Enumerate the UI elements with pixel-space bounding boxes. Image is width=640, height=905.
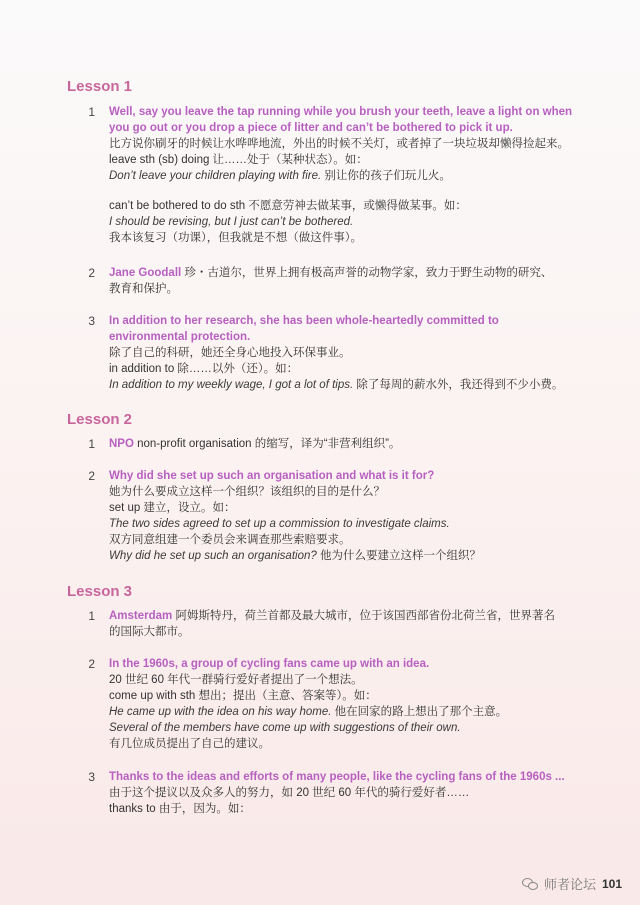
example-translation: 双方同意组建一个委员会来调查那些索赔要求。 <box>109 534 351 546</box>
note-line: 除了自己的科研，她还全身心地投入环保事业。 <box>109 347 351 359</box>
example-sentence: Why did he set up such an organisation? <box>109 550 317 562</box>
note-line: 的国际大都市。 <box>109 626 190 638</box>
wechat-icon <box>522 878 538 890</box>
footer <box>522 874 622 893</box>
note-line: can’t be bothered to do sth 不愿意劳神去做某事，或懒得做某事。如： <box>109 200 467 212</box>
example-translation: 别让你的孩子们玩儿火。 <box>321 170 451 182</box>
note-line: you go out or you drop a piece of litter and can’t be bothered to pick it up. <box>109 122 513 134</box>
note-number: 2 <box>88 469 95 483</box>
note-item <box>85 468 585 564</box>
note-line: Thanks to the ideas and efforts of many people, like the cycling fans of the 1960s ... <box>109 771 565 783</box>
note-line: Why did she set up such an organisation and what is it for? <box>109 470 435 482</box>
note-line: In addition to her research, she has been whole-heartedly committed to <box>109 315 499 327</box>
note-item <box>85 104 585 246</box>
note-item <box>85 608 585 640</box>
page-number: 101 <box>601 876 622 891</box>
note-line: 她为什么要成立这样一个组织？该组织的目的是什么？ <box>109 486 385 498</box>
note-item <box>85 436 585 452</box>
note-number: 1 <box>88 609 95 623</box>
example-sentence: Several of the members have come up with suggestions of their own. <box>109 722 461 734</box>
note-term: Jane Goodall <box>109 267 182 279</box>
note-item <box>85 265 585 297</box>
note-line: in addition to 除……以外（还）。如： <box>109 363 299 375</box>
example-translation: 我本该复习（功课），但我就是不想（做这件事）。 <box>109 232 362 244</box>
note-line: 20 世纪 60 年代一群骑行爱好者提出了一个想法。 <box>109 674 363 686</box>
note-line: 教育和保护。 <box>109 283 178 295</box>
lesson-title: Lesson 2 <box>67 411 133 428</box>
note-item <box>85 656 585 752</box>
note-item <box>85 769 585 817</box>
lesson-title: Lesson 3 <box>67 583 133 600</box>
example-sentence: In addition to my weekly wage, I got a lot of tips. <box>109 379 354 391</box>
note-item <box>85 313 585 393</box>
note-explanation: 阿姆斯特丹，荷兰首都及最大城市，位于该国西部省份北荷兰省，世界著名 <box>172 610 555 622</box>
example-translation: 除了每周的薪水外，我还得到不少小费。 <box>353 379 564 391</box>
note-line: thanks to 由于，因为。如： <box>109 803 251 815</box>
note-term: Amsterdam <box>109 610 173 622</box>
note-line: come up with sth 想出；提出（主意、答案等）。如： <box>109 690 377 702</box>
note-number: 1 <box>88 105 95 119</box>
note-line: environmental protection. <box>109 331 251 343</box>
note-line: 由于这个提议以及众多人的努力，如 20 世纪 60 年代的骑行爱好者…… <box>109 787 470 799</box>
note-line: In the 1960s, a group of cycling fans came up with an idea. <box>109 658 430 670</box>
example-translation: 他在回家的路上想出了那个主意。 <box>331 706 508 718</box>
example-translation: 有几位成员提出了自己的建议。 <box>109 738 270 750</box>
brand-name: 师者论坛 <box>543 877 596 892</box>
note-number: 3 <box>88 770 95 784</box>
note-number: 2 <box>88 266 95 280</box>
note-line: Well, say you leave the tap running while you brush your teeth, leave a light on when <box>109 106 573 118</box>
note-term: NPO <box>109 438 134 450</box>
example-sentence: He came up with the idea on his way home. <box>109 706 332 718</box>
example-sentence: Don’t leave your children playing with fire. <box>109 170 322 182</box>
note-number: 3 <box>88 314 95 328</box>
note-explanation: 珍・古道尔，世界上拥有极高声誉的动物学家，致力于野生动物的研究、 <box>181 267 553 279</box>
note-line: 比方说你刷牙的时候让水哗哗地流，外出的时候不关灯，或者掉了一块垃圾却懒得捡起来。 <box>109 138 569 150</box>
example-sentence: The two sides agreed to set up a commission to investigate claims. <box>109 518 450 530</box>
lesson-title: Lesson 1 <box>67 78 133 95</box>
example-translation: 他为什么要建立这样一个组织？ <box>316 550 481 562</box>
note-line: leave sth (sb) doing 让……处于（某种状态）。如： <box>109 154 368 166</box>
note-line: set up 建立，设立。如： <box>109 502 236 514</box>
example-sentence: I should be revising, but I just can’t be bothered. <box>109 216 354 228</box>
note-explanation: non-profit organisation 的缩写，译为“非营利组织”。 <box>133 438 401 450</box>
note-number: 1 <box>88 437 95 451</box>
note-number: 2 <box>88 657 95 671</box>
